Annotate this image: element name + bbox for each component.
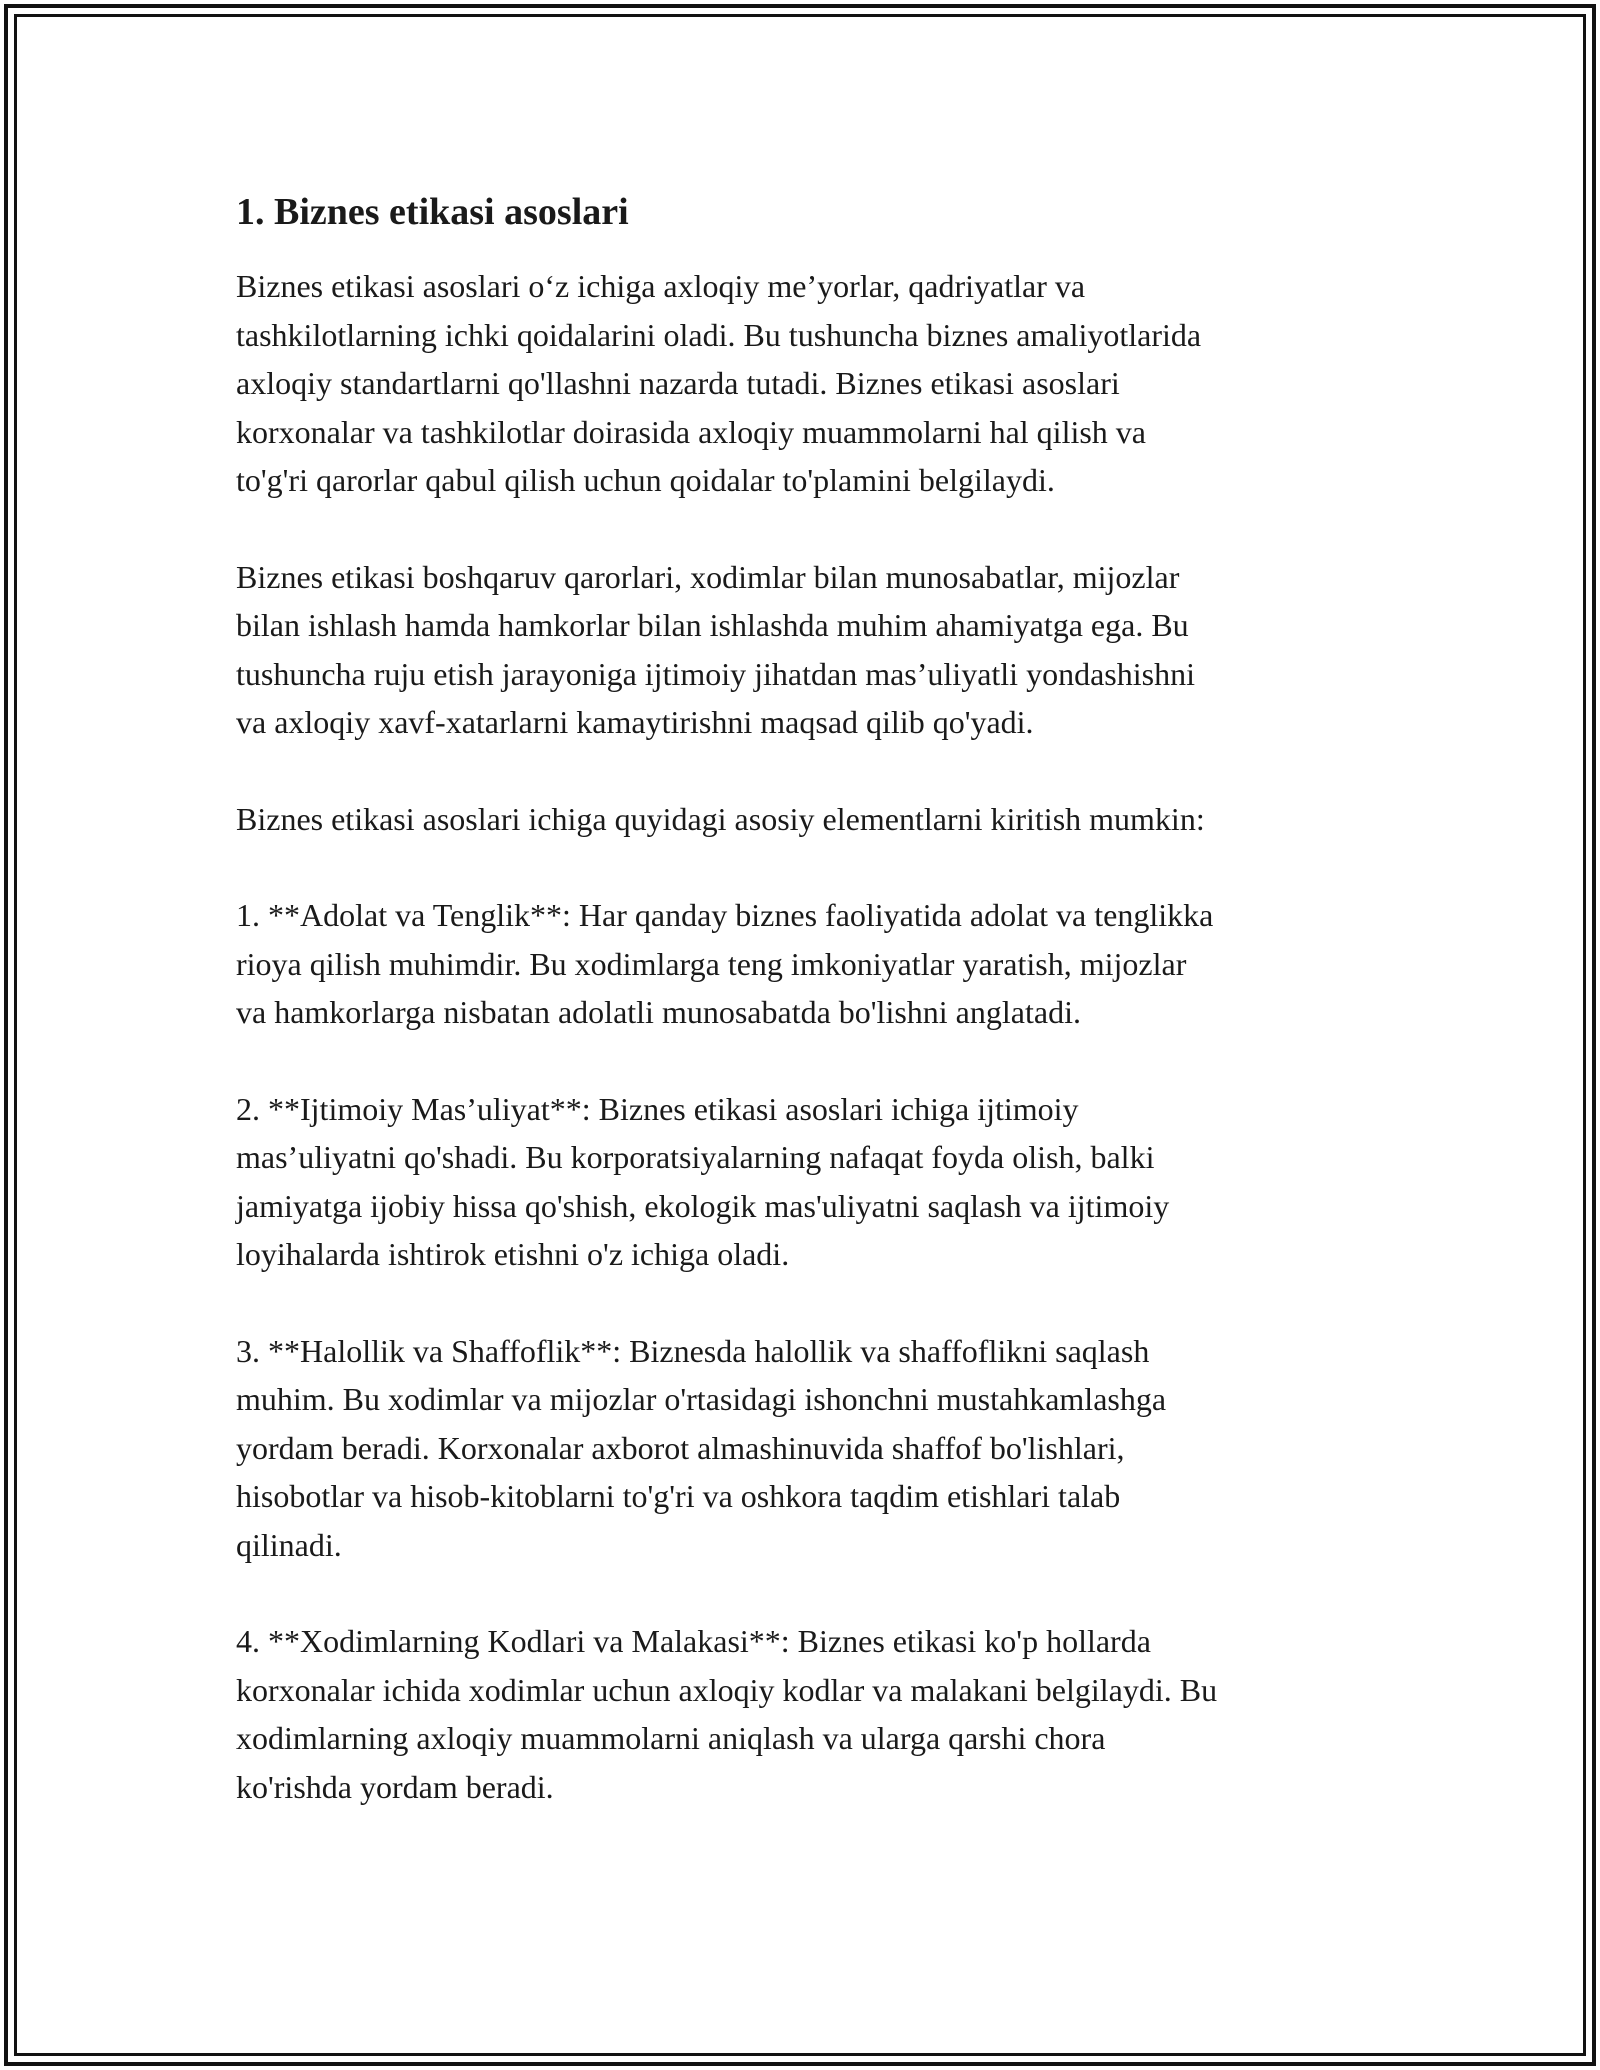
list-item-ijtimoiy: 2. **Ijtimoiy Mas’uliyat**: Biznes etikasi asoslari ichiga ijtimoiy mas’uliyatni qo'shadi. Bu korporatsiyalarning nafaqat foyda olish, balki jamiyatga ijobiy hissa qo'shish, ekologik mas'uliyatni saqlash va ijtimoiy loyihalarda ishtirok etishni o'z ichiga oladi. [236, 1090, 1170, 1272]
paragraph-intro: Biznes etikasi asoslari o‘z ichiga axloqiy me’yorlar, qadriyatlar va tashkilotlarning ichki qoidalarini oladi. Bu tushuncha biznes amaliyotlarida axloqiy standartlarni qo'llashni nazarda tutadi. Biznes etikasi asoslari korxonalar va tashkilotlar doirasida axloqiy muammolarni hal qilish va to'g'ri qarorlar qabul qilish uchun qoidalar to'plamini belgilaydi. [236, 268, 1202, 498]
paragraph-elements-lead: Biznes etikasi asoslari ichiga quyidagi asosiy elementlarni kiritish mumkin: [236, 800, 1205, 837]
section-heading: 1. Biznes etikasi asoslari [236, 191, 629, 233]
paragraph-importance: Biznes etikasi boshqaruv qarorlari, xodimlar bilan munosabatlar, mijozlar bilan ishlash hamda hamkorlar bilan ishlashda muhim ahamiyatga ega. Bu tushuncha ruju etish jarayoniga ijtimoiy jihatdan mas’uliyatli yondashishni va axloqiy xavf-xatarlarni kamaytirishni maqsad qilib qo'yadi. [236, 558, 1195, 740]
document-body [236, 188, 1386, 1859]
list-item-adolat: 1. **Adolat va Tenglik**: Har qanday biznes faoliyatida adolat va tenglikka rioya qilish muhimdir. Bu xodimlarga teng imkoniyatlar yaratish, mijozlar va hamkorlarga nisbatan adolatli munosabatda bo'lishni anglatadi. [236, 897, 1214, 1030]
list-item-halollik: 3. **Halollik va Shaffoflik**: Biznesda halollik va shaffoflikni saqlash muhim. Bu xodimlar va mijozlar o'rtasidagi ishonchni mustahkamlashga yordam beradi. Korxonalar axborot almashinuvida shaffof bo'lishlari, hisobotlar va hisob-kitoblarni to'g'ri va oshkora taqdim etishlari talab qilinadi. [236, 1332, 1167, 1563]
list-item-kodlar: 4. **Xodimlarning Kodlari va Malakasi**: Biznes etikasi ko'p hollarda korxonalar ichida xodimlar uchun axloqiy kodlar va malakani belgilaydi. Bu xodimlarning axloqiy muammolarni aniqlash va ularga qarshi chora ko'rishda yordam beradi. [236, 1623, 1218, 1805]
